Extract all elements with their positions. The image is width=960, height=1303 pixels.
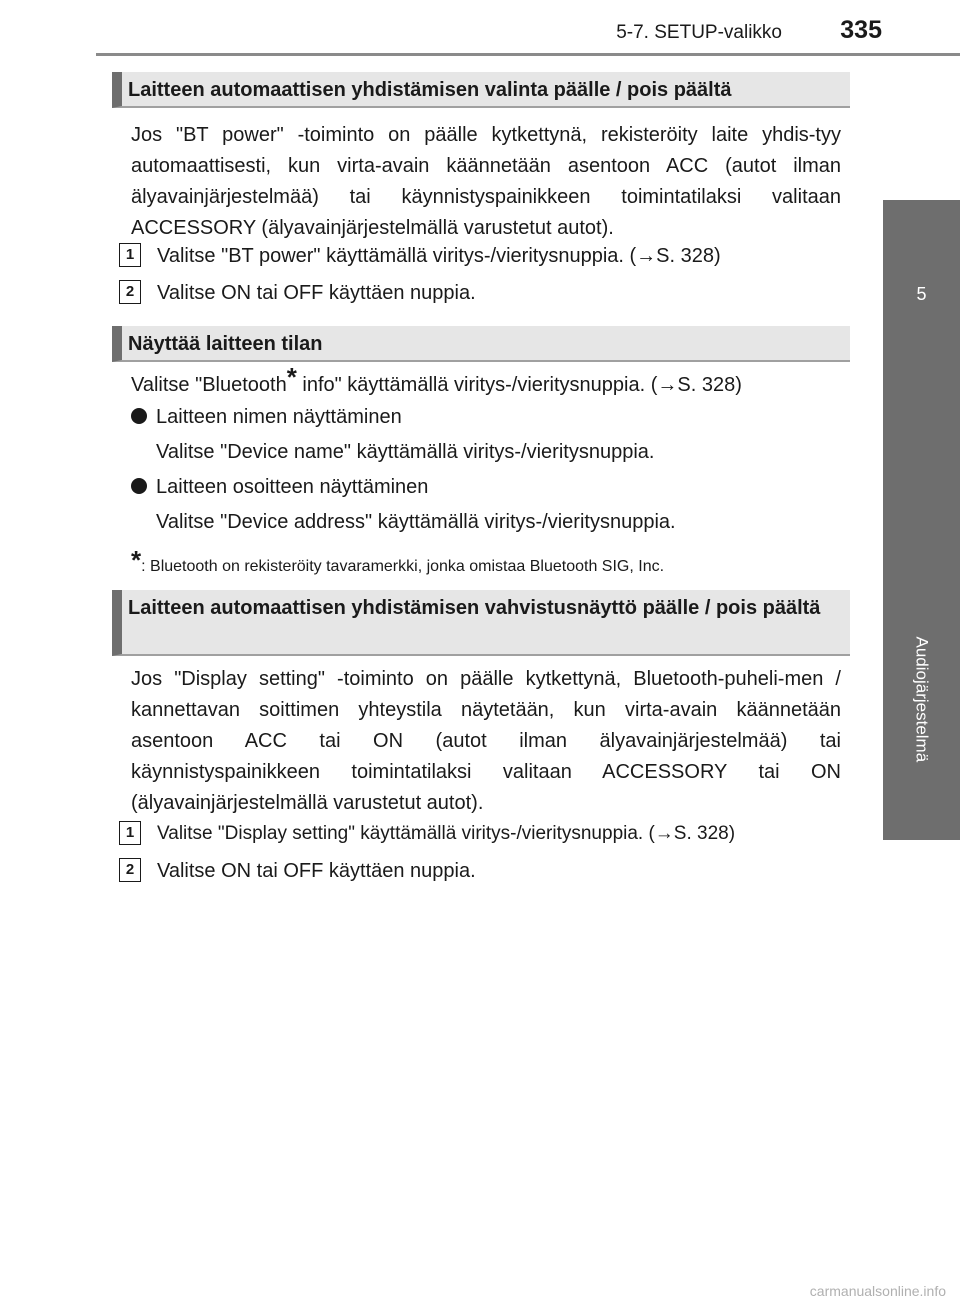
- section-heading-device-status: Näyttää laitteen tilan: [112, 326, 850, 362]
- footnote-marker: *: [131, 545, 142, 575]
- bullet-title: Laitteen nimen näyttäminen: [156, 406, 402, 428]
- bullet-item: [131, 403, 402, 431]
- step-number-badge: 2: [119, 280, 141, 304]
- intro-text-before: Valitse "Bluetooth: [131, 374, 287, 396]
- bullet-item: [131, 473, 428, 501]
- step-text: Valitse "Display setting" käyttämällä viritys-/vieritysnuppia. (→S. 328): [157, 823, 736, 844]
- section-heading-confirm-display: Laitteen automaattisen yhdistämisen vahvistusnäyttö päälle / pois päältä: [112, 590, 850, 656]
- step-number-badge: 1: [119, 821, 141, 845]
- section-paragraph-confirm-display: Jos "Display setting" -toiminto on päälle kytkettynä, Bluetooth-puheli-men / kannettavan soittimen yhteystila näytetään, kun virta-avain käännetään asentoon ACC tai ON (autot ilman älyavainjärjestelmää) tai käynnistyspainikkeen toimintatilaksi valitaan ACCESSORY tai ON (älyavainjärjestelmällä varustetut autot).: [131, 668, 841, 814]
- step-text: Valitse "BT power" käyttämällä viritys-/vieritysnuppia. (→S. 328): [157, 245, 721, 267]
- footnote-text: : Bluetooth on rekisteröity tavaramerkki, jonka omistaa Bluetooth SIG, Inc.: [141, 558, 665, 575]
- bullet-title: Laitteen osoitteen näyttäminen: [156, 476, 429, 498]
- chapter-number: 5: [916, 284, 927, 304]
- watermark: carmanualsonline.info: [809, 1283, 946, 1299]
- section-heading-auto-connect: Laitteen automaattisen yhdistämisen valinta päälle / pois päältä: [112, 72, 850, 108]
- step-text: Valitse ON tai OFF käyttäen nuppia.: [157, 282, 476, 304]
- step-number-badge: 2: [119, 858, 141, 882]
- step-text: Valitse ON tai OFF käyttäen nuppia.: [157, 860, 476, 882]
- bullet-subtext: Valitse "Device address" käyttämällä viritys-/vieritysnuppia.: [156, 511, 676, 533]
- page-header: [0, 0, 960, 60]
- chapter-side-tab: [883, 200, 960, 840]
- intro-text-after: info" käyttämällä viritys-/vieritysnuppia. (→S. 328): [296, 374, 742, 396]
- page-number: 335: [840, 16, 882, 44]
- bullet-subtext: Valitse "Device name" käyttämällä viritys-/vieritysnuppia.: [156, 441, 655, 463]
- bullet-dot-icon: [131, 408, 147, 424]
- section-paragraph-auto-connect: Jos "BT power" -toiminto on päälle kytkettynä, rekisteröity laite yhdis-tyy automaattisesti, kun virta-avain käännetään asentoon ACC (autot ilman älyavainjärjestelmää) tai käynnistyspainikkeen toimintatilaksi valitaan ACCESSORY (älyavainjärjestelmällä varustetut autot).: [131, 124, 841, 239]
- bullet-dot-icon: [131, 478, 147, 494]
- footnote: [131, 546, 664, 581]
- chapter-label: Audiojärjestelmä: [912, 636, 932, 763]
- header-section-title: 5-7. SETUP-valikko: [616, 22, 782, 43]
- footnote-marker: *: [286, 362, 297, 392]
- step-number-badge: 1: [119, 243, 141, 267]
- header-rule: [96, 53, 960, 56]
- section-intro-device-status: [131, 362, 742, 399]
